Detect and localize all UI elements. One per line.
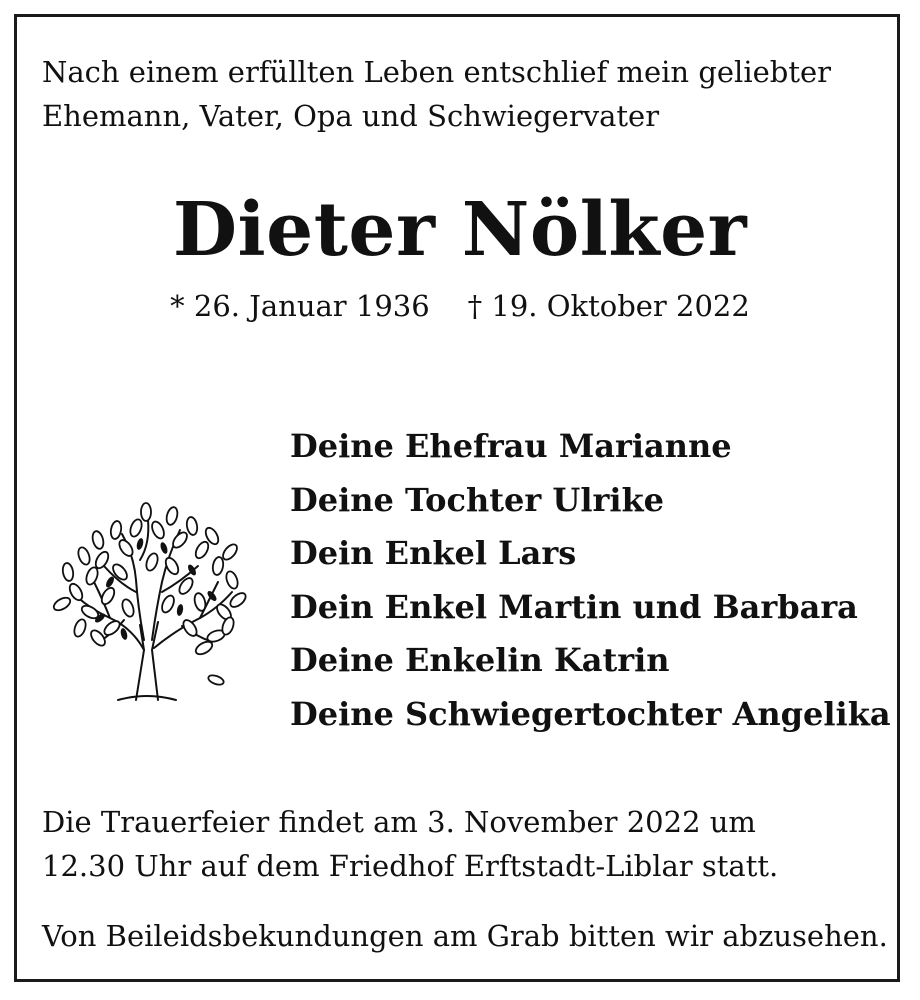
service-line-2: 12.30 Uhr auf dem Friedhof Erftstadt-Liblar statt. [42,849,779,883]
service-line-1: Die Trauerfeier findet am 3. November 2022 um [42,805,756,839]
closing-note: Von Beileidsbekundungen am Grab bitten wir abzusehen. [42,919,888,953]
deceased-name: Dieter Nölker [172,187,748,273]
mourner-daughter: Deine Tochter Ulrike [290,480,665,519]
mourner-wife: Deine Ehefrau Marianne [290,427,732,465]
mourner-grandson-lars: Dein Enkel Lars [290,534,577,572]
tree-icon [40,500,252,712]
death-date: † 19. Oktober 2022 [467,289,750,323]
birth-date: * 26. Januar 1936 [170,289,430,323]
intro-text [42,50,882,138]
service-announcement [42,800,882,888]
intro-line-2: Ehemann, Vater, Opa und Schwiegervater [42,99,660,133]
life-dates [0,284,920,328]
mourner-granddaughter: Deine Enkelin Katrin [290,641,670,679]
intro-line-1: Nach einem erfüllten Leben entschlief mein geliebter [42,55,832,89]
mourners-list [290,420,891,741]
mourner-daughter-in-law: Deine Schwiegertochter Angelika [290,694,891,733]
mourner-grandson-martin: Dein Enkel Martin und Barbara [290,587,858,626]
